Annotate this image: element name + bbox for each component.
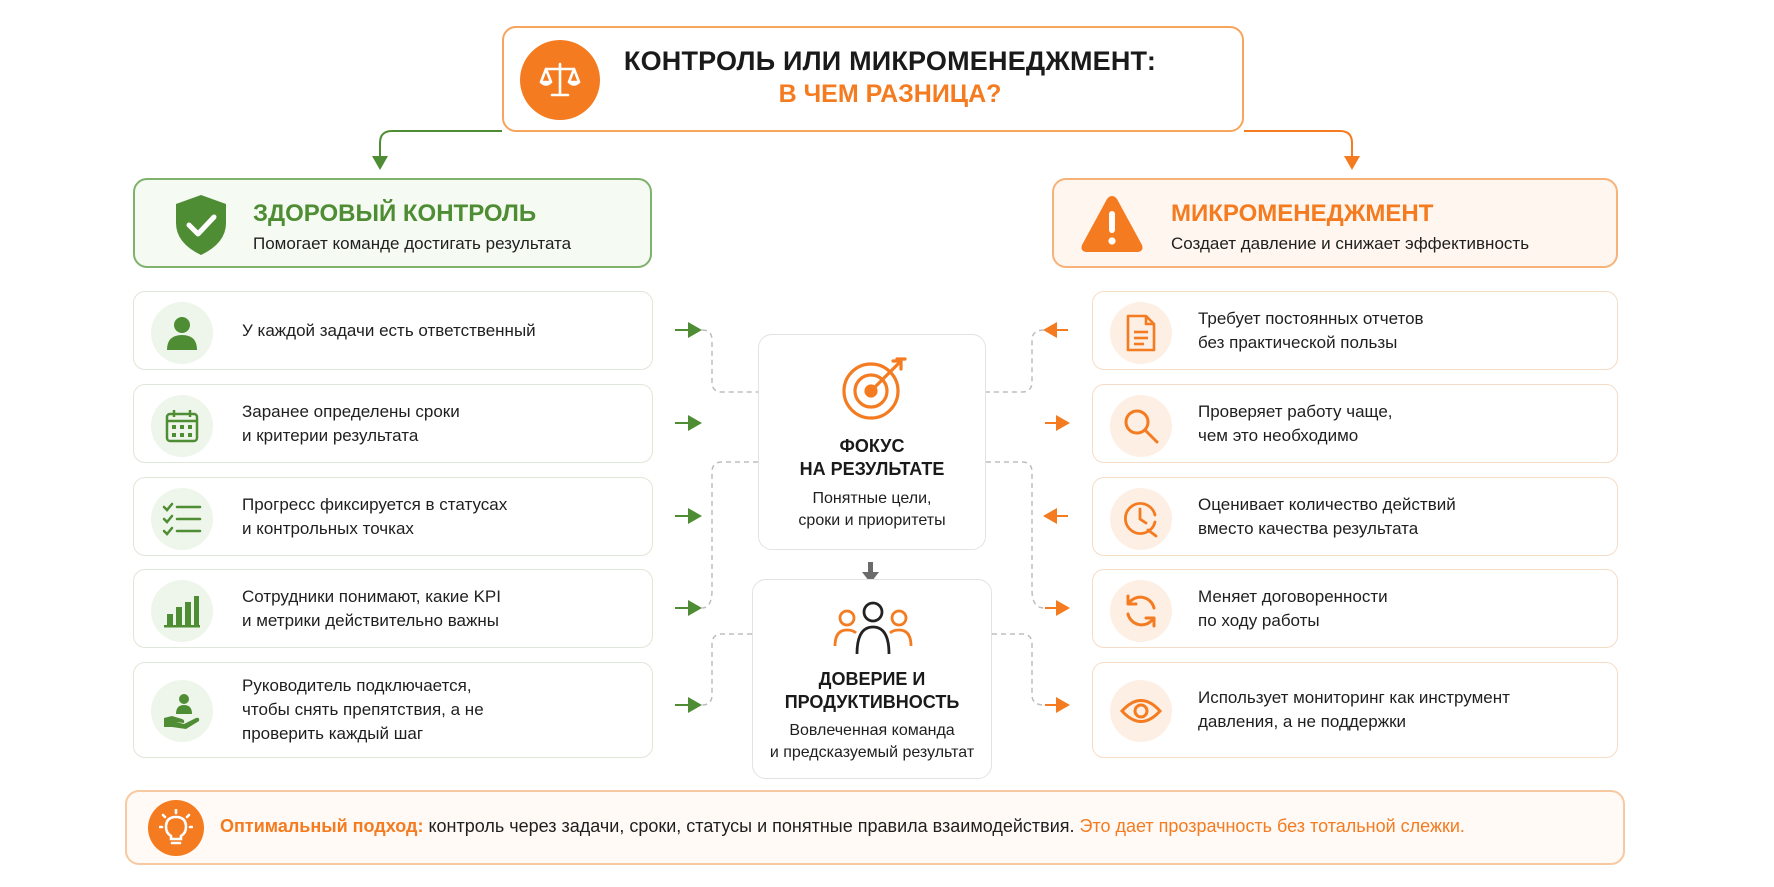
page-title: КОНТРОЛЬ ИЛИ МИКРОМЕНЕДЖМЕНТ:	[623, 46, 1157, 76]
healthy-item-text: Сотрудники понимают, какие KPI и метрики действительно важны	[242, 586, 501, 630]
healthy-item	[133, 569, 653, 648]
document-icon	[1110, 302, 1172, 364]
micro-item-text: Оценивает количество действий вместо качества результата	[1198, 494, 1456, 538]
micro-item	[1092, 291, 1618, 370]
healthy-item-text: Заранее определены сроки и критерии результата	[242, 401, 460, 445]
team-icon	[833, 600, 913, 663]
conclusion-accent: Это дает прозрачность без тотальной слежки.	[1079, 816, 1465, 836]
micro-item	[1092, 384, 1618, 463]
micro-item	[1092, 477, 1618, 556]
helping-hand-icon	[151, 680, 213, 742]
trust-card-title: ДОВЕРИЕ И ПРОДУКТИВНОСТЬ	[784, 669, 960, 712]
lightbulb-icon	[148, 800, 204, 856]
micromanagement-title: МИКРОМЕНЕДЖМЕНТ	[1171, 200, 1434, 227]
healthy-item	[133, 384, 653, 463]
person-icon	[151, 302, 213, 364]
healthy-control-subtitle: Помогает команде достигать результата	[253, 234, 572, 253]
conclusion-body: контроль через задачи, сроки, статусы и понятные правила взаимодействия.	[423, 816, 1080, 836]
page-subtitle: В ЧЕМ РАЗНИЦА?	[778, 80, 1002, 108]
right-arrows	[1045, 330, 1068, 705]
refresh-icon	[1110, 580, 1172, 642]
clock-icon	[1110, 488, 1172, 550]
title-to-micro-arrow	[1244, 131, 1352, 168]
eye-icon	[1110, 680, 1172, 742]
left-arrows	[675, 330, 700, 705]
trust-card	[752, 579, 992, 779]
micro-item-text: Использует мониторинг как инструмент давления, а не поддержки	[1198, 688, 1510, 731]
micromanagement-header	[1052, 178, 1618, 268]
micro-item	[1092, 662, 1618, 758]
healthy-item-text: У каждой задачи есть ответственный	[242, 320, 536, 340]
healthy-control-title: ЗДОРОВЫЙ КОНТРОЛЬ	[253, 200, 537, 227]
warning-icon	[1079, 193, 1145, 260]
checklist-icon	[151, 488, 213, 550]
healthy-control-header	[133, 178, 652, 268]
healthy-item-text: Руководитель подключается, чтобы снять препятствия, а не проверить каждый шаг	[242, 676, 484, 743]
focus-card-title: ФОКУС НА РЕЗУЛЬТАТЕ	[799, 436, 945, 479]
shield-check-icon	[173, 193, 229, 262]
micromanagement-subtitle: Создает давление и снижает эффективность	[1171, 234, 1530, 253]
micro-item-text: Требует постоянных отчетов без практической пользы	[1198, 308, 1424, 352]
magnifier-icon	[1110, 395, 1172, 457]
focus-card-subtitle: Понятные цели, сроки и приоритеты	[798, 490, 946, 529]
healthy-item-text: Прогресс фиксируется в статусах и контрольных точках	[242, 494, 508, 538]
micro-item-text: Проверяет работу чаще, чем это необходимо	[1198, 401, 1393, 445]
title-to-healthy-arrow	[380, 131, 502, 168]
conclusion-lead: Оптимальный подход:	[220, 816, 424, 836]
micro-item-text: Меняет договоренности по ходу работы	[1198, 586, 1388, 630]
focus-card	[758, 334, 986, 550]
healthy-item	[133, 477, 653, 556]
target-icon	[841, 357, 913, 426]
bar-chart-icon	[151, 580, 213, 642]
trust-card-subtitle: Вовлеченная команда и предсказуемый результат	[769, 722, 975, 761]
conclusion-text	[220, 816, 1465, 837]
healthy-item	[133, 291, 653, 370]
micro-item	[1092, 569, 1618, 648]
title-box	[502, 26, 1244, 132]
healthy-item	[133, 662, 653, 758]
calendar-icon	[151, 395, 213, 457]
